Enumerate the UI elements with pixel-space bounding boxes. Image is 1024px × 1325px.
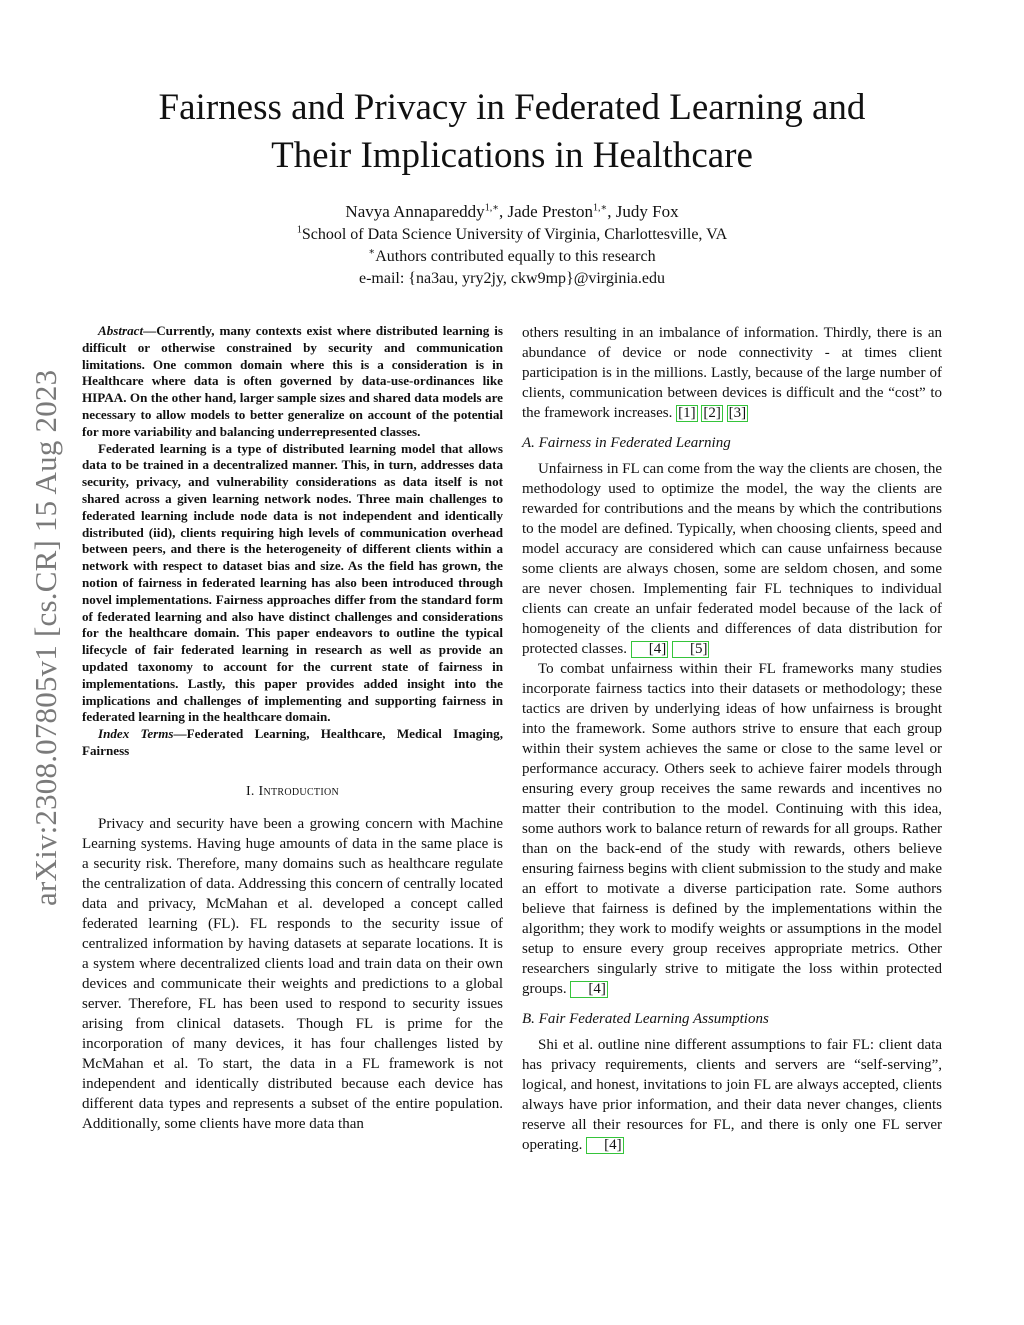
subsection-heading-fairness: A. Fairness in Federated Learning [522, 435, 731, 451]
right-column [522, 323, 942, 1155]
section-heading-introduction [82, 782, 503, 802]
index-terms [82, 726, 503, 760]
abstract-paragraph-2: Federated learning is a type of distributed learning model that allows data to be trained in a decentralized manner. This, in turn, addresses data security, privacy, and vulnerability considerations as data itself is not shared across a given learning network nodes. Three main challenges to federated learning include node data is not independent and identically distributed (iid), clients requiring high levels of communication overhead between peers, and there is the heterogeneity of different clients within a network with respect to dataset bias and size. As the field has grown, the notion of fairness in federated learning has also been introduced through novel implementations. Fairness approaches differ from the standard form of federated learning and also have distinct challenges and considerations for the healthcare domain. This paper endeavors to outline the typical lifecycle of fair federated learning in research as well as provide an updated taxonomy to account for the current state of fairness in implementations. Lastly, this paper provides added insight into the implications and challenges of implementing and supporting fairness in federated learning in the healthcare domain. [82, 440, 503, 725]
left-column [82, 323, 503, 1134]
abstract [82, 323, 503, 760]
index-terms-text: Federated Learning, Healthcare, Medical Imaging, Fairness [82, 726, 503, 758]
intro-paragraph-1: Privacy and security have been a growing concern with Machine Learning systems. Having huge amounts of data in the same place is a security risk. Therefore, many domains such as healthcare regulate the centralization of data. Addressing this concern of centrally located data and privacy, McMahan et al. developed a concept called federated learning (FL). FL responds to the security issue of centralized information by having datasets at separate locations. It is a system where decentralized clients load and train data on their own devices and communicate their weights and predictions to a global server. Therefore, FL has been used to respond to security issues arising from clinical datasets. Though FL is prime for the incorporation of many devices, it has four challenges listed by McMahan et al. To start, the data in a FL framework is not independent and identically distributed because each device has different data types and represents a subset of the entire population. Additionally, some clients have more data than [82, 815, 503, 1132]
citation-link[interactable]: [1] [678, 405, 696, 421]
citation-link[interactable]: [5] [672, 641, 710, 658]
index-terms-dash: — [173, 726, 187, 742]
fairness-paragraph-2 [522, 659, 942, 999]
title-line-2: Their Implications in Healthcare [271, 135, 753, 176]
affiliation-text: School of Data Science University of Virginia, Charlottesville, VA [301, 226, 728, 243]
intro-continued-text: others resulting in an imbalance of information. Thirdly, there is an abundance of device or node connectivity - at times client participation is in the millions. Lastly, because of the large number of clients, communication between devices is difficult and the “cost” to the framework increases. [522, 325, 942, 421]
affiliation-sup: 1 [296, 224, 302, 236]
author-block [70, 200, 954, 290]
note-sup: ∗ [368, 246, 376, 258]
abstract-text-1: Currently, many contexts exist where distributed learning is difficult or otherwise constrained by security and communication limitations. One common domain where this is a consideration is in Healthcare where data is often governed by data-use-ordinances like HIPAA. On the other hand, larger sample sizes and shared data models are necessary to allow models to better generalize on account of the potential for more variability and balancing underrepresented classes. [82, 323, 503, 439]
fairness-paragraph-1 [522, 459, 942, 659]
intro-paragraph-1-continued [522, 323, 942, 423]
author-2-sup: 1,∗ [592, 202, 608, 214]
subsection-heading-assumptions: B. Fair Federated Learning Assumptions [522, 1011, 769, 1027]
section-numeral: I. [245, 783, 259, 799]
author-1-sup: 1,∗ [484, 202, 499, 214]
title-line-1: Fairness and Privacy in Federated Learning and [158, 87, 866, 128]
abstract-label: Abstract [98, 323, 144, 338]
equal-contribution-note [70, 246, 954, 268]
arxiv-side-label: arXiv:2308.07805v1 [cs.CR] 15 Aug 2023 [28, 369, 63, 906]
author-separator: , [607, 202, 616, 221]
author-2: Jade Preston [507, 202, 593, 221]
citation-link[interactable]: [3] [728, 405, 747, 421]
citation-link[interactable]: [4] [586, 1137, 624, 1154]
affiliation [70, 224, 954, 246]
author-separator: , [498, 202, 508, 221]
note-text: Authors contributed equally to this research [375, 248, 656, 265]
paper-title [70, 84, 954, 180]
assumptions-paragraph-1 [522, 1035, 942, 1155]
section-title: Introduction [258, 783, 340, 799]
author-names [70, 200, 954, 224]
abstract-paragraph-1 [82, 323, 503, 441]
fairness-text-2: To combat unfairness within their FL frameworks many studies incorporate fairness tactics into their datasets or methodology; these tactics are driven by underlying ideas of how unfairness is brought into the framework. Some authors strive to ensure that each group within their system achieves the same or close to the same level or performance accuracy. Others seek to achieve fairer models through ensuring every group receives the same rewards and incentives no matter their contribution to the model. Continuing with this idea, some authors work to balance return of rewards for all groups. Rather than on the back-end of the study with rewards, others believe ensuring fairness begins with client submission to the study and make an effort to motivate a diverse participation rate. Some authors believe that fairness is defined by the implementations within the algorithm; they work to modify weights or assumptions in the model setup to ensure every group receives appropriate metrics. Other researchers singularly strive to mitigate the loss within protected groups. [522, 661, 942, 997]
fairness-text-1: Unfairness in FL can come from the way the clients are chosen, the methodology used to optimize the model, the way the clients are rewarded for contributions and the means by which the contributions to the model are defined. Typically, when choosing clients, speed and model accuracy are considered which can cause unfairness because some clients are always chosen, some are seldom chosen, and some are never chosen. Implementing fair FL techniques to individual clients can create an unfair federated model because of the lack of homogeneity of the clients and differences of data distribution for protected classes. [522, 461, 942, 657]
author-email: e-mail: {na3au, yry2jy, ckw9mp}@virginia.edu [358, 270, 666, 287]
citation-link[interactable]: [4] [570, 981, 608, 998]
citation-link[interactable]: [4] [631, 641, 669, 658]
abstract-dash: — [143, 323, 157, 338]
assumptions-text-1: Shi et al. outline nine different assumptions to fair FL: client data has privacy requirements, clients and servers are “self-serving”, logical, and honest, invitations to join FL are always accepted, clients always have prior information, and their data never changes, clients reserve all their resources for FL, and there is only one FL server operating. [522, 1037, 942, 1153]
citation-link[interactable]: [2] [703, 405, 721, 421]
index-terms-label: Index Terms [98, 726, 174, 742]
author-1: Navya Annapareddy [345, 202, 485, 221]
author-3: Judy Fox [615, 202, 679, 221]
